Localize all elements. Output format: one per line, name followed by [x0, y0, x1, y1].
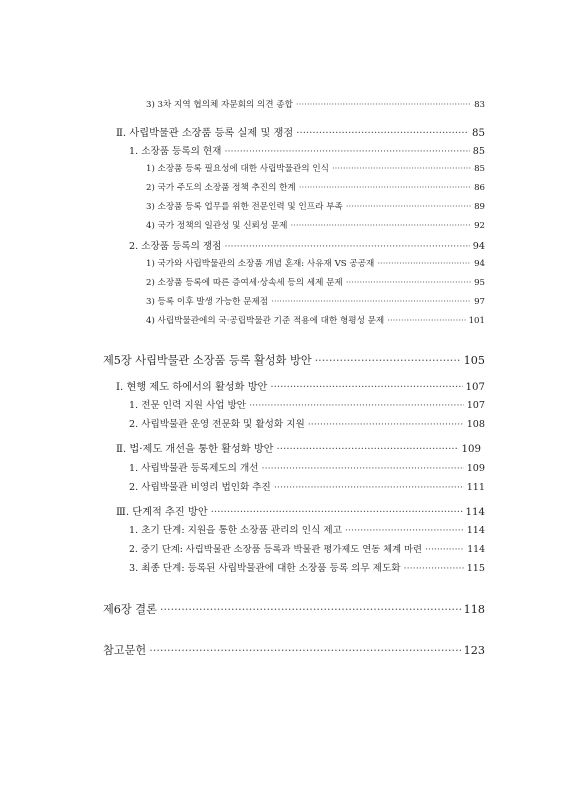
leader-dots	[149, 644, 460, 657]
leader-dots	[271, 297, 471, 307]
toc-entry-page: 85	[472, 128, 485, 139]
toc-entry-label: 1) 국가와 사립박물관의 소장품 개념 혼재: 사유재 VS 공공재	[146, 259, 375, 269]
toc-entry-label: 4) 사립박물관에의 국·공립박물관 기준 적용에 대한 형평성 문제	[146, 316, 385, 326]
toc-entry-page: 111	[466, 482, 485, 493]
toc-entry	[116, 124, 485, 139]
toc-entry	[146, 219, 485, 231]
toc-entry-label: 3. 최종 단계: 등록된 사립박물관에 대한 소장품 등록 의무 제도화	[129, 563, 401, 574]
toc-entry	[129, 479, 485, 493]
toc-entry	[129, 397, 485, 411]
toc-entry-page: 114	[466, 525, 485, 536]
leader-dots	[274, 482, 464, 493]
toc-entry-page: 109	[466, 463, 485, 474]
leader-dots	[404, 563, 464, 574]
toc-entry-label: 1. 전문 인력 지원 사업 방안	[129, 400, 247, 411]
leader-dots	[224, 146, 469, 157]
toc-entry-label: 1. 사립박물관 등록제도의 개선	[129, 463, 259, 474]
toc-entry	[146, 314, 485, 326]
toc-entry-label: 1. 초기 단계: 지원을 통한 소장품 관리의 인식 제고	[129, 525, 342, 536]
toc-entry-label: Ⅰ. 현행 제도 하에서의 활성화 방안	[116, 382, 268, 393]
toc-entry-page: 114	[465, 507, 485, 518]
leader-dots	[224, 241, 469, 252]
toc-entry-label: 2) 소장품 등록에 따른 증여세·상속세 등의 세제 문제	[146, 278, 343, 288]
toc-entry-page: 101	[468, 316, 485, 326]
toc-entry-page: 118	[463, 603, 485, 616]
toc-entry-label: 3) 소장품 등록 업무를 위한 전문인력 및 인프라 부족	[146, 202, 343, 212]
toc-entry	[116, 503, 485, 518]
toc-entry	[129, 541, 485, 555]
toc-entry-label: 2. 사립박물관 운영 전문화 및 활성화 지원	[129, 419, 305, 430]
toc-entry-label: 2. 사립박물관 비영리 법인화 추진	[129, 482, 271, 493]
toc-entry-label: 1) 소장품 등록 필요성에 대한 사립박물관의 인식	[146, 164, 329, 174]
toc-entry-label: 2. 중기 단계: 사립박물관 소장품 등록과 박물관 평가제도 연동 체계 마련	[129, 544, 423, 555]
toc-entry	[146, 98, 485, 110]
toc-entry-page: 97	[474, 297, 485, 307]
toc-entry-page: 89	[474, 202, 485, 212]
leader-dots	[160, 603, 461, 616]
toc-entry-page: 107	[465, 382, 485, 393]
toc-entry-page: 94	[474, 259, 485, 269]
toc-entry	[103, 601, 485, 617]
toc-entry-page: 85	[474, 164, 485, 174]
toc-entry-label: 1. 소장품 등록의 현재	[129, 146, 222, 157]
toc-entry	[116, 440, 481, 455]
toc-entry-label: 제6장 결론	[103, 603, 157, 616]
leader-dots	[377, 259, 471, 269]
toc-entry-page: 92	[474, 221, 485, 231]
toc-entry	[103, 642, 485, 658]
leader-dots	[346, 202, 471, 212]
leader-dots	[425, 544, 464, 555]
toc-entry	[146, 181, 485, 193]
leader-dots	[299, 183, 471, 193]
toc-entry-page: 86	[474, 183, 485, 193]
leader-dots	[308, 419, 464, 430]
toc-entry-label: 3) 3차 지역 협의체 자문회의 의견 종합	[146, 100, 293, 110]
toc-entry	[129, 460, 485, 474]
toc-entry-page: 109	[461, 444, 481, 455]
toc-entry	[129, 238, 485, 252]
toc-entry	[129, 143, 485, 157]
leader-dots	[296, 128, 469, 139]
toc-entry-label: 3) 등록 이후 발생 가능한 문제점	[146, 297, 269, 307]
toc-entry-page: 108	[466, 419, 485, 430]
toc-entry	[146, 276, 485, 288]
leader-dots	[211, 507, 463, 518]
leader-dots	[346, 278, 471, 288]
toc-entry-label: Ⅲ. 단계적 추진 방안	[116, 507, 208, 518]
toc-entry	[129, 416, 485, 430]
leader-dots	[249, 400, 464, 411]
leader-dots	[387, 316, 465, 326]
toc-entry-label: 2) 국가 주도의 소장품 정책 추진의 한계	[146, 183, 296, 193]
toc-entry-label: Ⅱ. 법·제도 개선을 통한 활성화 방안	[116, 444, 274, 455]
toc-entry-page: 123	[463, 644, 485, 657]
leader-dots	[270, 382, 462, 393]
toc-entry-label: Ⅱ. 사립박물관 소장품 등록 실제 및 쟁점	[116, 128, 294, 139]
toc-entry-page: 115	[466, 563, 485, 574]
toc-entry-label: 제5장 사립박물관 소장품 등록 활성화 방안	[103, 354, 312, 367]
toc-entry-page: 85	[472, 146, 485, 157]
toc-entry	[129, 560, 485, 574]
toc-entry	[146, 162, 485, 174]
toc-entry-page: 107	[466, 400, 485, 411]
toc-entry	[146, 200, 485, 212]
leader-dots	[345, 525, 464, 536]
leader-dots	[277, 444, 459, 455]
leader-dots	[315, 354, 461, 367]
leader-dots	[296, 100, 471, 110]
toc-entry-page: 95	[474, 278, 485, 288]
leader-dots	[290, 221, 471, 231]
toc-entry-label: 4) 국가 정책의 일관성 및 신뢰성 문제	[146, 221, 288, 231]
toc-entry-page: 83	[474, 100, 485, 110]
leader-dots	[332, 164, 471, 174]
toc-entry	[129, 522, 485, 536]
toc-entry-page: 114	[467, 544, 485, 555]
toc-entry-label: 2. 소장품 등록의 쟁점	[129, 241, 222, 252]
toc-entry-page: 105	[463, 354, 485, 367]
toc-entry-label: 참고문헌	[103, 644, 147, 657]
toc-entry	[146, 295, 485, 307]
leader-dots	[262, 463, 464, 474]
toc-entry	[146, 257, 485, 269]
toc-entry	[103, 352, 485, 368]
toc-entry	[116, 378, 485, 393]
toc-entry-page: 94	[472, 241, 485, 252]
